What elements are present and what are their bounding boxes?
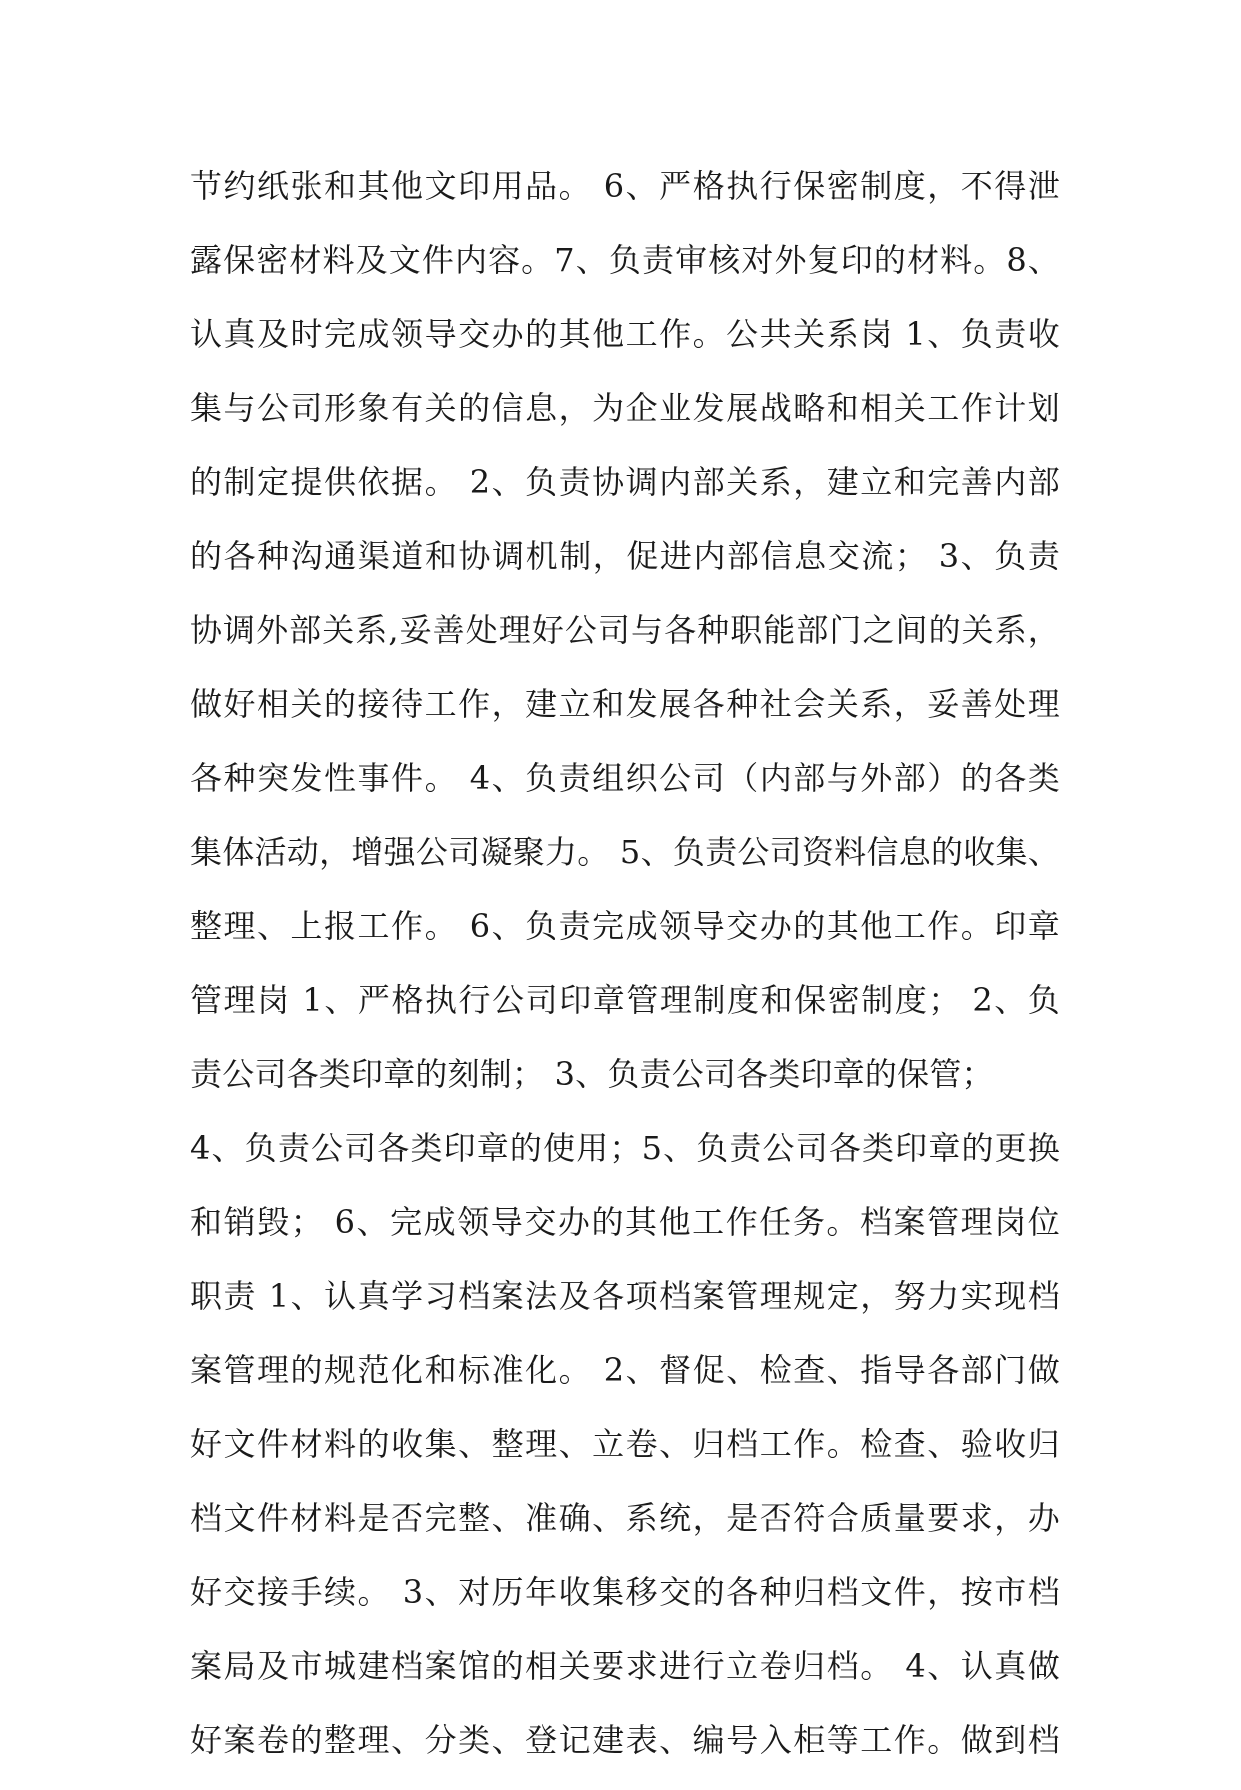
text-line-3: 认真及时完成领导交办的其他工作。公共关系岗 1、负责收 <box>190 315 1060 353</box>
text-line-18: 好文件材料的收集、整理、立卷、归档工作。检查、验收归 <box>190 1425 1060 1463</box>
text-line-21: 案局及市城建档案馆的相关要求进行立卷归档。 4、认真做 <box>190 1647 1060 1685</box>
text-line-22: 好案卷的整理、分类、登记建表、编号入柜等工作。做到档 <box>190 1721 1060 1759</box>
text-line-13: 责公司各类印章的刻制； 3、负责公司各类印章的保管； <box>190 1055 994 1093</box>
text-line-8: 做好相关的接待工作，建立和发展各种社会关系，妥善处理 <box>190 685 1060 723</box>
text-line-15: 和销毁； 6、完成领导交办的其他工作任务。档案管理岗位 <box>190 1203 1060 1241</box>
body-text <box>190 162 1060 1790</box>
text-line-1: 节约纸张和其他文印用品。 6、严格执行保密制度，不得泄 <box>190 167 1060 205</box>
text-line-12: 管理岗 1、严格执行公司印章管理制度和保密制度； 2、负 <box>190 981 1060 1019</box>
text-line-7: 协调外部关系,妥善处理好公司与各种职能部门之间的关系， <box>190 611 1060 649</box>
text-line-6: 的各种沟通渠道和协调机制，促进内部信息交流； 3、负责 <box>190 537 1060 575</box>
text-line-11: 整理、上报工作。 6、负责完成领导交办的其他工作。印章 <box>190 907 1060 945</box>
text-line-9: 各种突发性事件。 4、负责组织公司（内部与外部）的各类 <box>190 759 1060 797</box>
text-line-2: 露保密材料及文件内容。7、负责审核对外复印的材料。8、 <box>190 241 1060 279</box>
text-line-17: 案管理的规范化和标准化。 2、督促、检查、指导各部门做 <box>190 1351 1060 1389</box>
text-line-10: 集体活动，增强公司凝聚力。 5、负责公司资料信息的收集、 <box>190 833 1060 871</box>
text-line-5: 的制定提供依据。 2、负责协调内部关系，建立和完善内部 <box>190 463 1060 501</box>
text-line-14: 4、负责公司各类印章的使用；5、负责公司各类印章的更换 <box>190 1129 1060 1167</box>
text-line-19: 档文件材料是否完整、准确、系统，是否符合质量要求，办 <box>190 1499 1060 1537</box>
text-line-4: 集与公司形象有关的信息，为企业发展战略和相关工作计划 <box>190 389 1060 427</box>
text-line-16: 职责 1、认真学习档案法及各项档案管理规定，努力实现档 <box>190 1277 1060 1315</box>
text-line-20: 好交接手续。 3、对历年收集移交的各种归档文件，按市档 <box>190 1573 1060 1611</box>
